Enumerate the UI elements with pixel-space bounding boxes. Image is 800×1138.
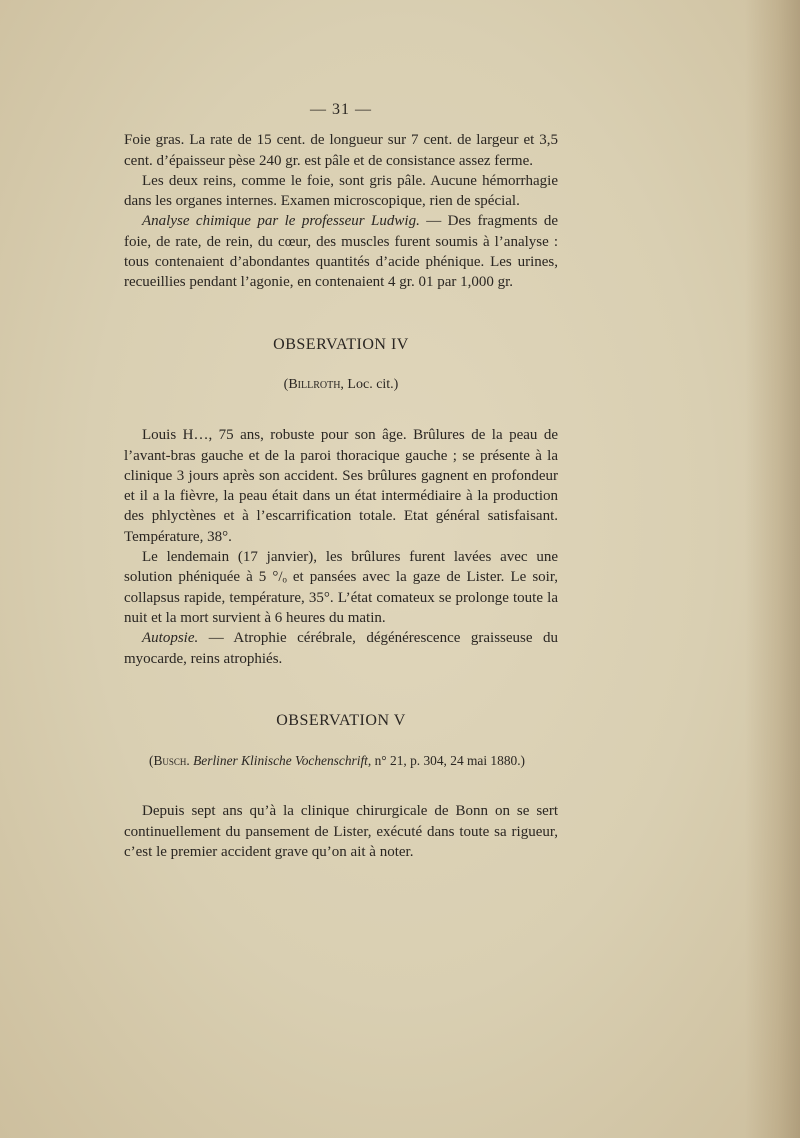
cite-open: (: [148, 753, 154, 769]
paragraph-foie: Foie gras. La rate de 15 cent. de longueur sur 7 cent. de largeur et 3,5 cent. d’épaisseur pèse 240 gr. est pâle et de consistance assez ferme.: [124, 132, 558, 169]
analyse-rest: — Des fragments de foie, de rate, de rein, du cœur, des muscles furent soumis à l’analyse : tous contenaient d’abondantes quantités d’acide phénique. Les urines, recueillies pendant l’agonie, en contenaient 4 gr. 01 par 1,000 gr.: [124, 213, 559, 291]
cite-rest: , Loc. cit.): [340, 376, 399, 392]
observation-iv-citation: [124, 375, 558, 395]
paragraph-autopsie: [124, 628, 558, 669]
paragraph-lendemain: Le lendemain (17 janvier), les brûlures furent lavées avec une solution phéniquée à 5 °/ₒ et pansées avec la gaze de Lister. Le soir, collapsus rapide, température, 35°. L’état comateux se prolonge toute la nuit et la mort survient à 6 heures du matin.: [124, 549, 558, 626]
page-number: — 31 —: [310, 101, 372, 118]
page-text: [124, 100, 558, 862]
page-edge-shadow: [745, 0, 800, 1138]
paragraph-bonn: Depuis sept ans qu’à la clinique chirurgicale de Bonn on se sert continuellement du pansement de Lister, exécuté dans toute sa rigueur, c’est le premier accident grave qu’on ait à noter.: [124, 803, 558, 861]
cite-author: Billroth: [288, 376, 341, 392]
paragraph-analyse: [124, 211, 558, 292]
autopsie-rest: — Atrophie cérébrale, dégénérescence graisseuse du myocarde, reins atrophiés.: [124, 630, 558, 667]
paragraph-reins: Les deux reins, comme le foie, sont gris pâle. Aucune hémorrhagie dans les organes internes. Examen microscopique, rien de spécial.: [124, 172, 558, 210]
observation-iv-heading: OBSERVATION IV: [273, 335, 409, 353]
paragraph-louis: Louis H…, 75 ans, robuste pour son âge. Brûlures de la peau de l’avant-bras gauche et de la paroi thoracique gauche ; se présente à la clinique 3 jours après son accident. Ses brûlures gagnent en profondeur et il a la fièvre, la peau était dans un état intermédiaire à la production des phlyctènes et à l’escarrification totale. Etat général satisfaisant. Température, 38°.: [124, 427, 558, 545]
observation-v-heading: OBSERVATION V: [276, 711, 406, 729]
cite-rest: , n° 21, p. 304, 24 mai 1880.): [367, 753, 526, 769]
cite-open: (: [283, 376, 289, 392]
cite-sep: .: [186, 753, 194, 769]
cite-journal: Berliner Klinische Vochenschrift: [193, 753, 368, 769]
observation-v-citation: [116, 751, 558, 771]
autopsie-lead: Autopsie.: [142, 630, 199, 647]
analyse-lead: Analyse chimique par le professeur Ludwig.: [142, 213, 420, 230]
cite-author: Busch: [153, 753, 187, 769]
